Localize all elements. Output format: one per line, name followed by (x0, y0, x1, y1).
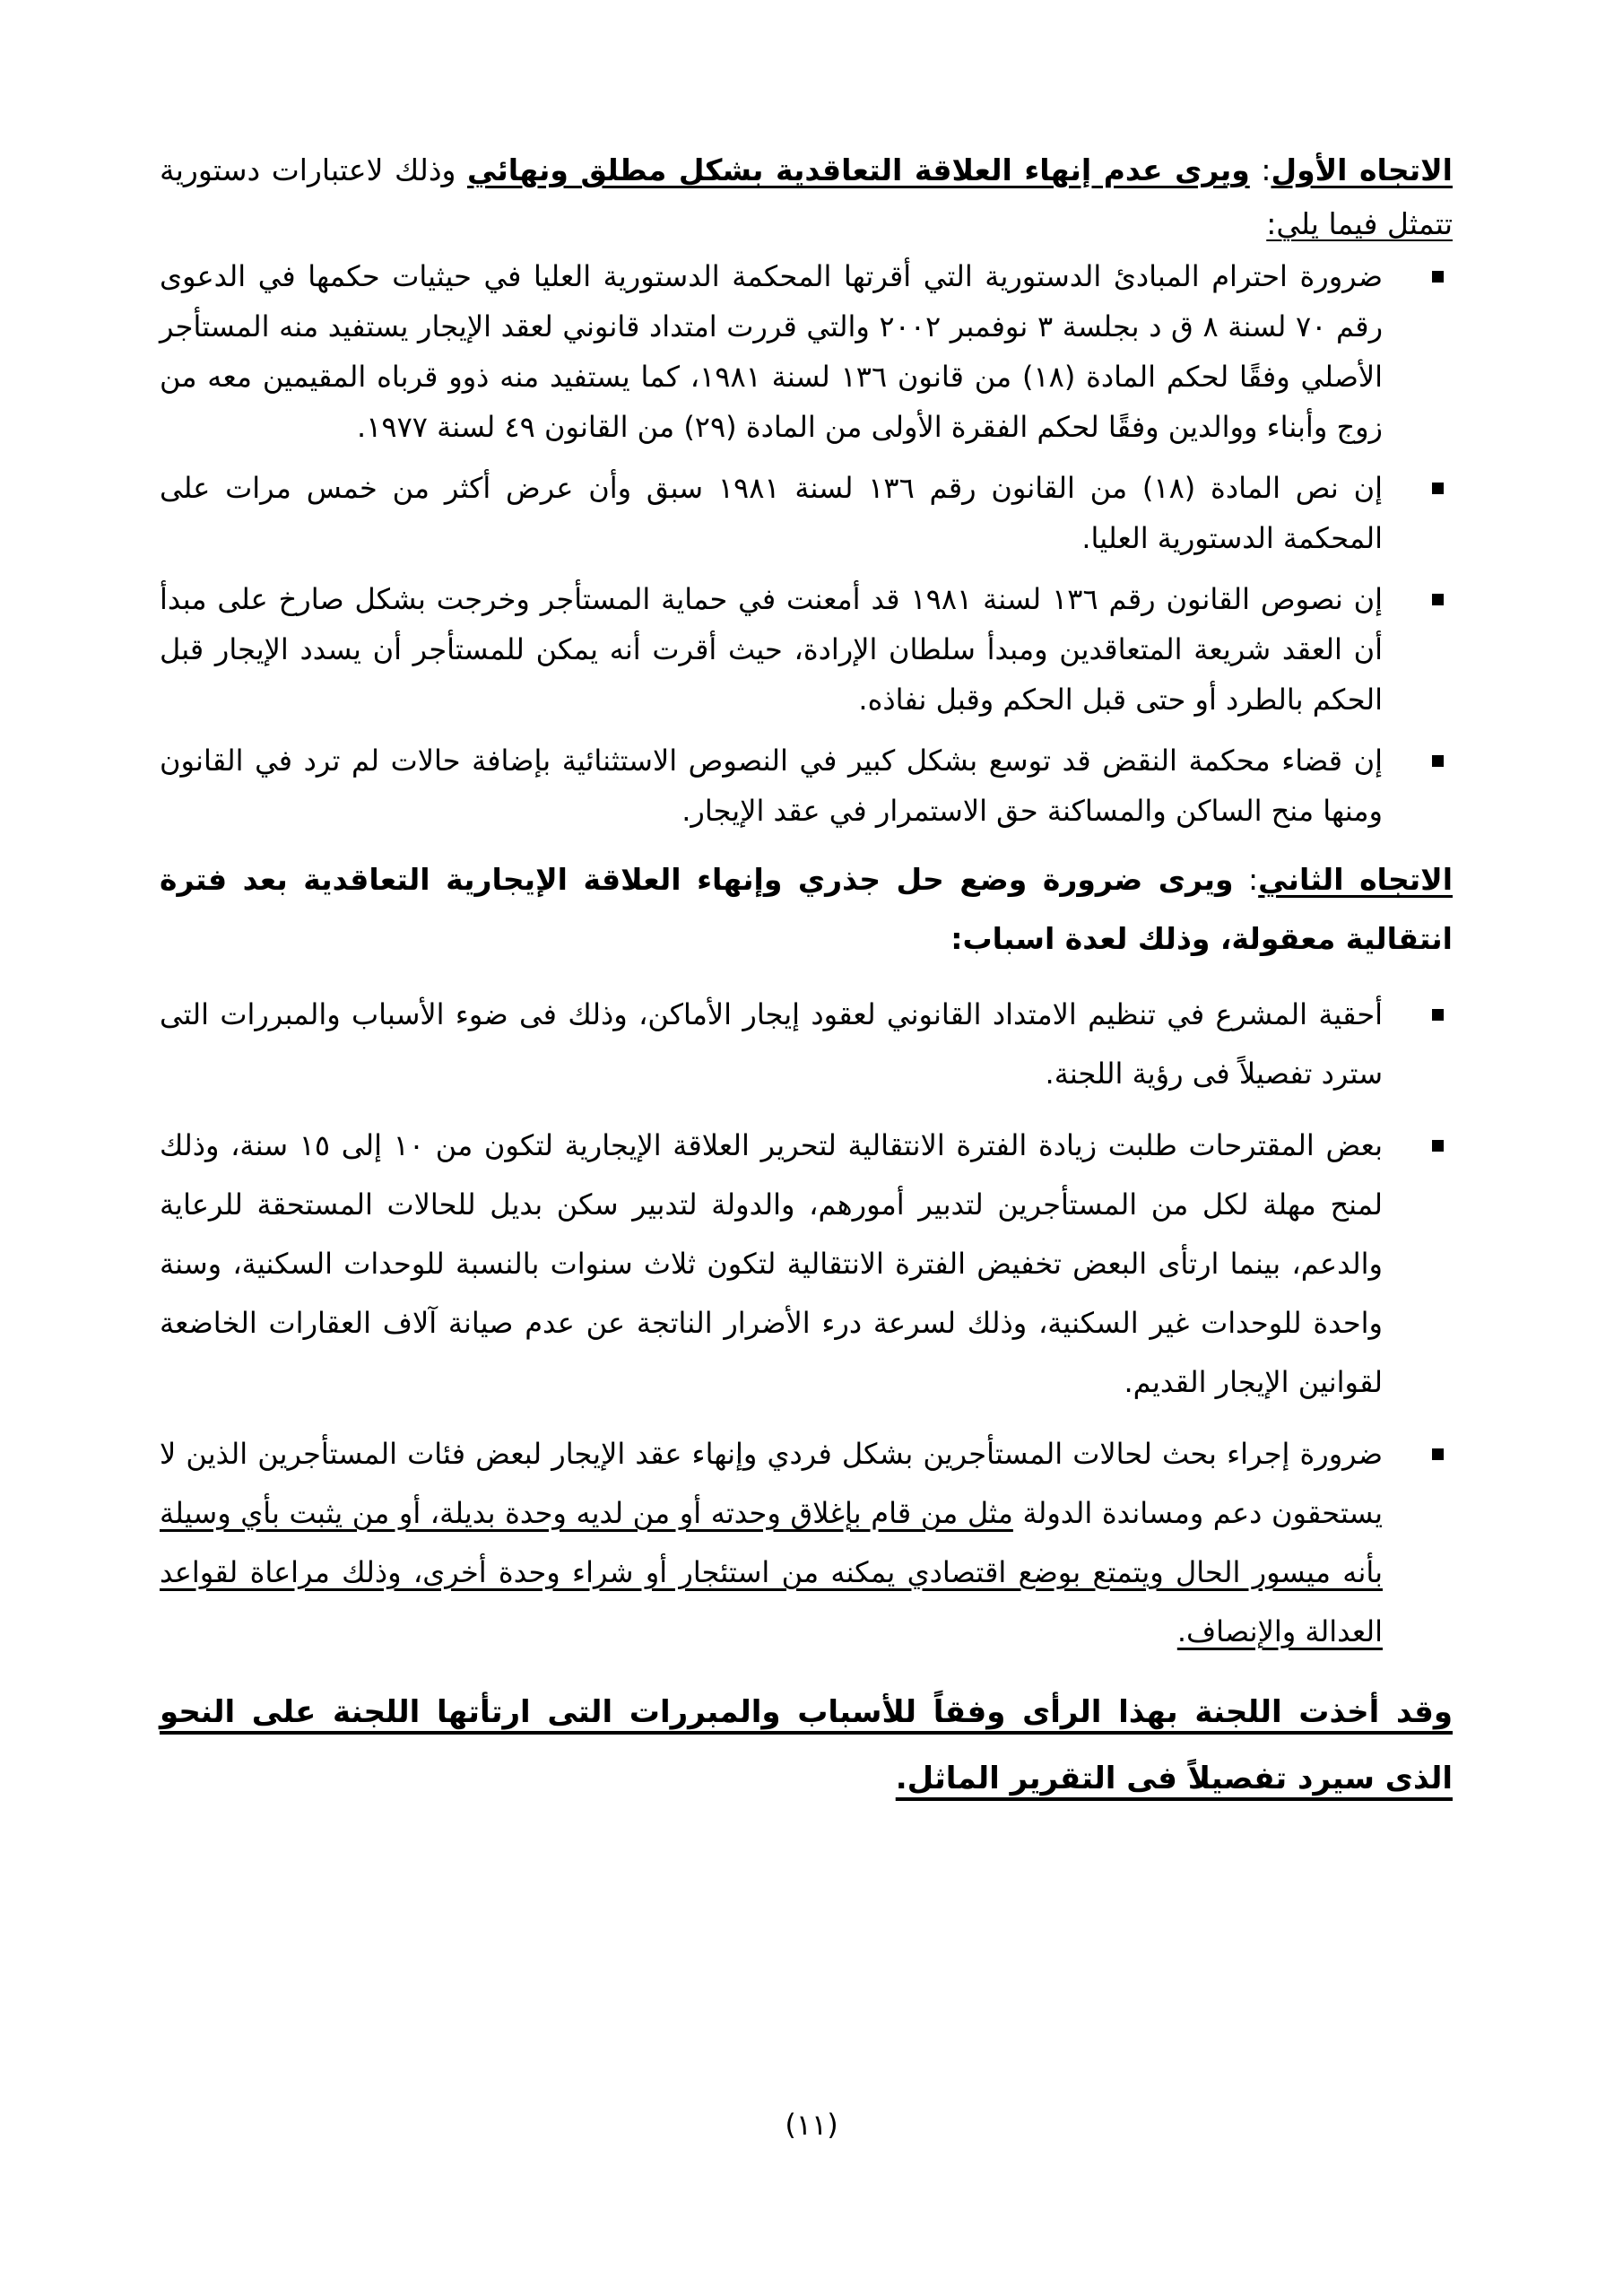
section2-list (160, 985, 1453, 1661)
square-bullet-icon (1432, 1140, 1444, 1152)
list-item-text: إن نص المادة (١٨) من القانون رقم ١٣٦ لسنة ١٩٨١ سبق وأن عرض أكثر من خمس مرات على المحكمة الدستورية العليا. (160, 471, 1384, 555)
list-item (160, 735, 1453, 836)
square-bullet-icon (1432, 755, 1444, 767)
section1-colon: : (1249, 152, 1271, 187)
page-content (160, 144, 1453, 1842)
section1-label: الاتجاه الأول (1271, 152, 1453, 187)
section2-title: ويرى ضرورة وضع حل جذري وإنهاء العلاقة الإيجارية التعاقدية بعد فترة انتقالية معقولة، وذلك لعدة اسباب: (160, 862, 1453, 956)
list-item-text: بعض المقترحات طلبت زيادة الفترة الانتقالية لتحرير العلاقة الإيجارية لتكون من ١٠ إلى ١٥ سنة، وذلك لمنح مهلة لكل من المستأجرين لتدبير أمورهم، والدولة لتدبير سكن بديل للحالات المستحقة للرعاية والدعم، بينما ارتأى البعض تخفيض الفترة الانتقالية لتكون ثلاث سنوات بالنسبة للوحدات السكنية، وسنة واحدة للوحدات غير السكنية، وذلك لسرعة درء الأضرار الناتجة عن عدم صيانة آلاف العقارات الخاضعة لقوانين الإيجار القديم. (160, 1128, 1384, 1399)
square-bullet-icon (1432, 483, 1444, 494)
section1-list (160, 251, 1453, 836)
square-bullet-icon (1432, 594, 1444, 605)
page-number: (١١) (785, 2108, 838, 2142)
section1-heading (160, 144, 1453, 251)
section1-title: ويرى عدم إنهاء العلاقة التعاقدية بشكل مطلق ونهائي (467, 152, 1250, 187)
section2-label: الاتجاه الثاني (1258, 862, 1454, 897)
list-item (160, 574, 1453, 725)
list-item-text: ضرورة احترام المبادئ الدستورية التي أقرتها المحكمة الدستورية العليا في حيثيات حكمها في الدعوى رقم ٧٠ لسنة ٨ ق د بجلسة ٣ نوفمبر ٢٠٠٢ والتي قررت امتداد قانوني لعقد الإيجار يستفيد منه المستأجر الأصلي وفقًا لحكم المادة (١٨) من قانون ١٣٦ لسنة ١٩٨١، كما يستفيد منه ذوو قرباه المقيمين معه من زوج وأبناء ووالدين وفقًا لحكم الفقرة الأولى من المادة (٢٩) من القانون ٤٩ لسنة ١٩٧٧. (160, 259, 1384, 444)
section1-tail: تتمثل فيما يلي: (1266, 206, 1453, 241)
list-item (160, 1116, 1453, 1412)
list-item-text-plain: ضرورة إجراء بحث لحالات المستأجرين بشكل فردي وإنهاء عقد الإيجار لبعض فئات المستأجرين الذين لا يستحقون دعم ومساندة الدولة (160, 1437, 1384, 1530)
list-item-text: إن نصوص القانون رقم ١٣٦ لسنة ١٩٨١ قد أمعنت في حماية المستأجر وخرجت بشكل صارخ على مبدأ أن العقد شريعة المتعاقدين ومبدأ سلطان الإرادة، حيث أقرت أنه يمكن للمستأجر أن يسدد الإيجار قبل الحكم بالطرد أو حتى قبل الحكم وقبل نفاذه. (160, 582, 1384, 717)
conclusion-paragraph: وقد أخذت اللجنة بهذا الرأى وفقاً للأسباب والمبررات التى ارتأتها اللجنة على النحو الذى سيرد تفصيلاً فى التقرير الماثل. (160, 1694, 1453, 1796)
list-item-text-underlined: مثل من قام بإغلاق وحدته أو من لديه وحدة بديلة، أو من يثبت بأي وسيلة بأنه ميسور الحال ويتمتع بوضع اقتصادي يمكنه من استئجار أو شراء وحدة أخرى، وذلك مراعاة لقواعد العدالة والإنصاف. (160, 1496, 1383, 1648)
list-item (160, 251, 1453, 452)
list-item (160, 1424, 1453, 1661)
list-item-text: إن قضاء محكمة النقض قد توسع بشكل كبير في النصوص الاستثنائية بإضافة حالات لم ترد في القانون ومنها منح الساكن والمساكنة حق الاستمرار في عقد الإيجار. (160, 744, 1383, 828)
square-bullet-icon (1432, 1009, 1444, 1021)
section1-rest: وذلك لاعتبارات دستورية (160, 152, 468, 187)
list-item (160, 985, 1453, 1103)
list-item-text: أحقية المشرع في تنظيم الامتداد القانوني لعقود إيجار الأماكن، وذلك فى ضوء الأسباب والمبررات التى سترد تفصيلاً فى رؤية اللجنة. (160, 997, 1383, 1091)
square-bullet-icon (1432, 271, 1444, 283)
section2-colon: : (1233, 862, 1259, 897)
section2-heading (160, 850, 1453, 969)
square-bullet-icon (1432, 1448, 1444, 1460)
list-item (160, 463, 1453, 563)
